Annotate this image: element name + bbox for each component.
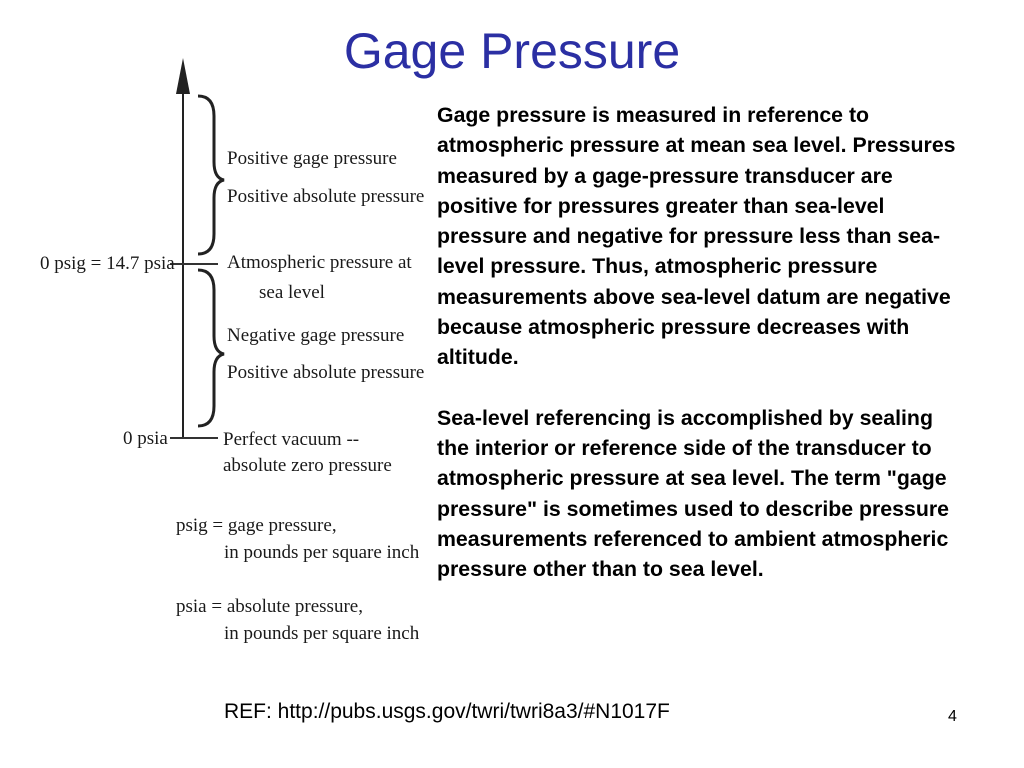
lower-label: Positive absolute pressure [227,362,425,383]
vacuum-label-line: Perfect vacuum -- [223,429,360,450]
legend-line: in pounds per square inch [224,542,420,563]
page-number: 4 [948,708,957,725]
legend-line: psig = gage pressure, [176,515,337,536]
body-paragraph: Gage pressure is measured in reference to atmospheric pressure at mean sea level. Pressures measured by a gage-pressure transducer are positive for pressures greater than sea-level pressure and negative for pressure less than sea-level pressure. Thus, atmospheric pressure measurements above sea-level datum are negative because atmospheric pressure decreases with altitude. [437,103,956,370]
lower-brace [198,270,224,426]
upper-brace [198,96,224,254]
lower-label: Negative gage pressure [227,325,405,346]
vacuum-axis-label: 0 psia [123,428,168,449]
slide-title: Gage Pressure [343,23,681,79]
axis-arrow-icon [176,58,190,94]
vacuum-label-line: absolute zero pressure [223,455,392,476]
atm-axis-label: 0 psig = 14.7 psia [40,253,175,274]
upper-label: Positive absolute pressure [227,186,425,207]
body-paragraph: Sea-level referencing is accomplished by sealing the interior or reference side of the transducer to atmospheric pressure at sea level. The term "gage pressure" is sometimes used to describe pressure measurements referenced to ambient atmospheric pressure other than to sea level. [437,405,949,582]
upper-label: Positive gage pressure [227,148,397,169]
atm-label-line: sea level [259,282,325,303]
legend-line: in pounds per square inch [224,623,420,644]
atm-label-line: Atmospheric pressure at [227,252,412,273]
reference-link[interactable]: REF: http://pubs.usgs.gov/twri/twri8a3/#N1017F [224,700,670,723]
body-text [437,100,957,584]
legend-line: psia = absolute pressure, [176,596,363,617]
